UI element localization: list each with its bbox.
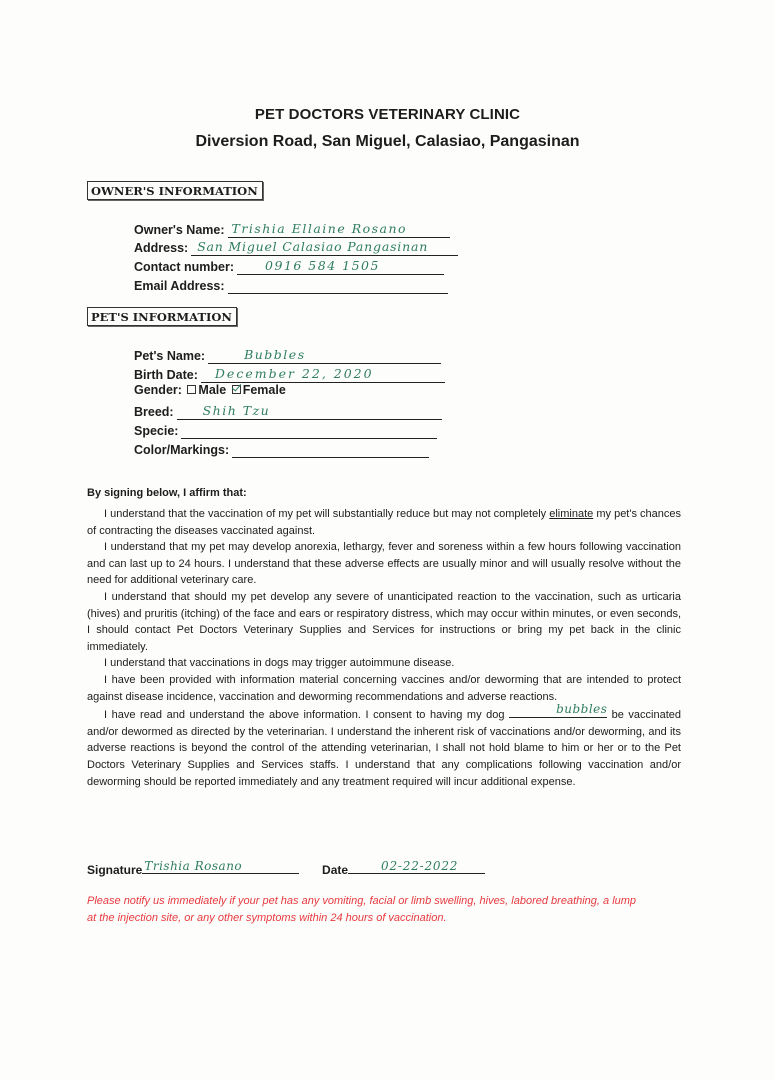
affirm-paragraph: I understand that vaccinations in dogs may trigger autoimmune disease.	[104, 657, 455, 670]
male-checkbox[interactable]	[187, 385, 196, 394]
birth-date-value: December 22, 2020	[214, 366, 374, 381]
dog-name-value: bubbles	[556, 701, 608, 716]
pet-name-label: Pet's Name:	[134, 349, 206, 363]
email-field[interactable]	[134, 276, 448, 294]
signature-label: Signature	[87, 863, 143, 877]
contact-label: Contact number:	[134, 260, 234, 274]
affirm-title: By signing below, I affirm that:	[87, 487, 247, 499]
specie-label: Specie:	[134, 424, 179, 438]
affirm-paragraph: I understand that should my pet develop any severe of unanticipated reaction to the vaccination, such as urticaria (hives) and pruritis (itching) of the face and ears or respiratory distress, which may occur within minutes, or even seconds, I should contact Pet Doctors Veterinary Supplies and Services for instructions or bring my pet back in the clinic immediately.	[87, 590, 681, 653]
gender-label: Gender:	[134, 383, 182, 397]
contact-field[interactable]	[134, 257, 444, 275]
pet-name-field[interactable]	[134, 346, 441, 364]
clinic-address: Diversion Road, San Miguel, Calasiao, Pangasinan	[195, 133, 580, 150]
signature-line[interactable]	[142, 860, 299, 874]
owner-name-label: Owner's Name:	[134, 223, 225, 237]
specie-field[interactable]	[134, 421, 437, 439]
female-label: Female	[242, 383, 286, 397]
breed-field[interactable]	[134, 402, 442, 420]
signature-value: Trishia Rosano	[144, 859, 243, 873]
birth-date-label: Birth Date:	[134, 368, 198, 382]
affirm-paragraph: I have been provided with information material concerning vaccines and/or deworming that are intended to protect against disease incidence, vaccination and deworming recommendations and adverse reactions.	[87, 673, 681, 703]
email-label: Email Address:	[134, 279, 225, 293]
male-label: Male	[198, 383, 227, 397]
owner-section-header: OWNER'S INFORMATION	[87, 181, 263, 200]
notice-text: Please notify us immediately if your pet has any vomiting, facial or limb swelling, hives, labored breathing, a lump at the injection site, or any other symptoms within 24 hours of vaccination.	[87, 895, 637, 924]
affirm-paragraph: I have read and understand the above information. I consent to having my dog bubbles be vaccinated and/or dewormed as directed by the veterinarian. I understand the inherent risk of vaccinations and/or deworming, and its adverse reactions is beyond the control of the attending veterinarian, I shall not hold blame to him or her or to the Pet Doctors Veterinary Supplies and Services staffs. I understand that any complications following vaccination and/or deworming should be reported immediately and any treatment required will incur additional expense.	[87, 701, 682, 788]
address-label: Address:	[134, 241, 189, 255]
female-checkbox[interactable]	[232, 385, 241, 394]
pet-section-header: PET'S INFORMATION	[87, 307, 237, 326]
date-line[interactable]	[348, 860, 485, 874]
address-value: San Miguel Calasiao Pangasinan	[197, 239, 429, 254]
birth-date-field[interactable]	[134, 365, 445, 383]
date-label: Date	[322, 863, 349, 877]
address-field[interactable]	[134, 238, 458, 256]
dog-name-fill[interactable]	[509, 701, 608, 718]
color-markings-label: Color/Markings:	[134, 443, 230, 457]
contact-value: 0916 584 1505	[265, 258, 380, 273]
signature-row	[87, 860, 485, 877]
owner-name-field[interactable]	[134, 220, 450, 238]
gender-field	[134, 383, 286, 397]
affirm-paragraph: I understand that my pet may develop anorexia, lethargy, fever and soreness within a few hours following vaccination and can last up to 24 hours. I understand that these adverse effects are usually minor and will usually resolve without the need for additional veterinary care.	[87, 541, 681, 587]
owner-name-value: Trishia Ellaine Rosano	[231, 221, 408, 236]
date-value: 02-22-2022	[381, 859, 459, 873]
clinic-name: PET DOCTORS VETERINARY CLINIC	[254, 106, 521, 123]
breed-value: Shih Tzu	[202, 403, 271, 418]
breed-label: Breed:	[134, 405, 174, 419]
affirmation-text	[87, 506, 681, 790]
eliminate-underlined: eliminate	[549, 508, 594, 520]
affirm-paragraph: I understand that the vaccination of my pet will substantially reduce but may not completely eliminate my pet's chances of contracting the diseases vaccinated against.	[87, 508, 681, 537]
pet-name-value: Bubbles	[244, 347, 306, 362]
color-markings-field[interactable]	[134, 440, 429, 458]
